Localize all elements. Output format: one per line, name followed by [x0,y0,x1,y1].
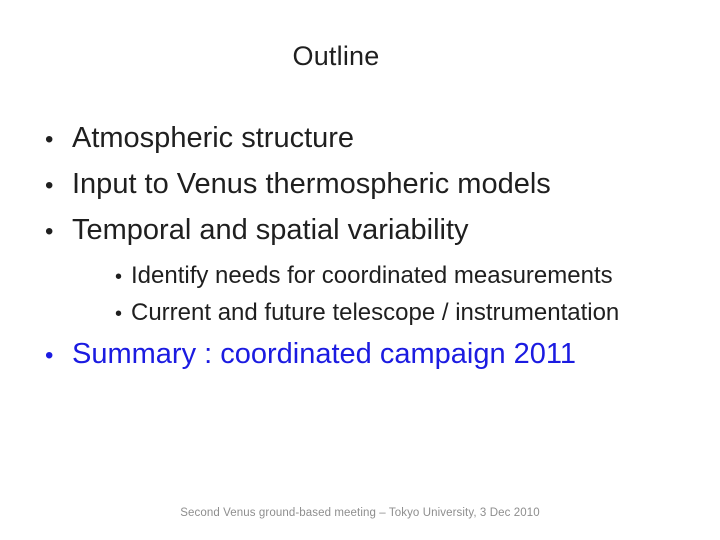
bullet-marker-icon: • [45,342,54,369]
bullet-label: Atmospheric structure [72,122,355,154]
bullet-label: Summary : coordinated campaign 2011 [72,338,577,370]
sub-bullet-label: Current and future telescope / instrumentation [131,299,620,326]
footer-caption: Second Venus ground-based meeting – Tokyo University, 3 Dec 2010 [180,507,540,519]
bullet-list [45,116,705,378]
bullet-item [45,162,705,208]
sub-bullet-item [115,258,705,295]
bullet-item [45,208,705,254]
sub-bullet-item [115,295,705,332]
bullet-item-summary [45,332,705,378]
bullet-label: Input to Venus thermospheric models [72,168,551,200]
bullet-marker-icon: • [115,303,123,325]
bullet-marker-icon: • [45,126,54,153]
bullet-marker-icon: • [115,266,123,288]
sub-bullet-label: Identify needs for coordinated measurements [131,262,613,289]
bullet-marker-icon: • [45,172,54,199]
slide-title: Outline [292,41,380,71]
bullet-marker-icon: • [45,218,54,245]
bullet-label: Temporal and spatial variability [72,214,469,246]
bullet-item [45,116,705,162]
